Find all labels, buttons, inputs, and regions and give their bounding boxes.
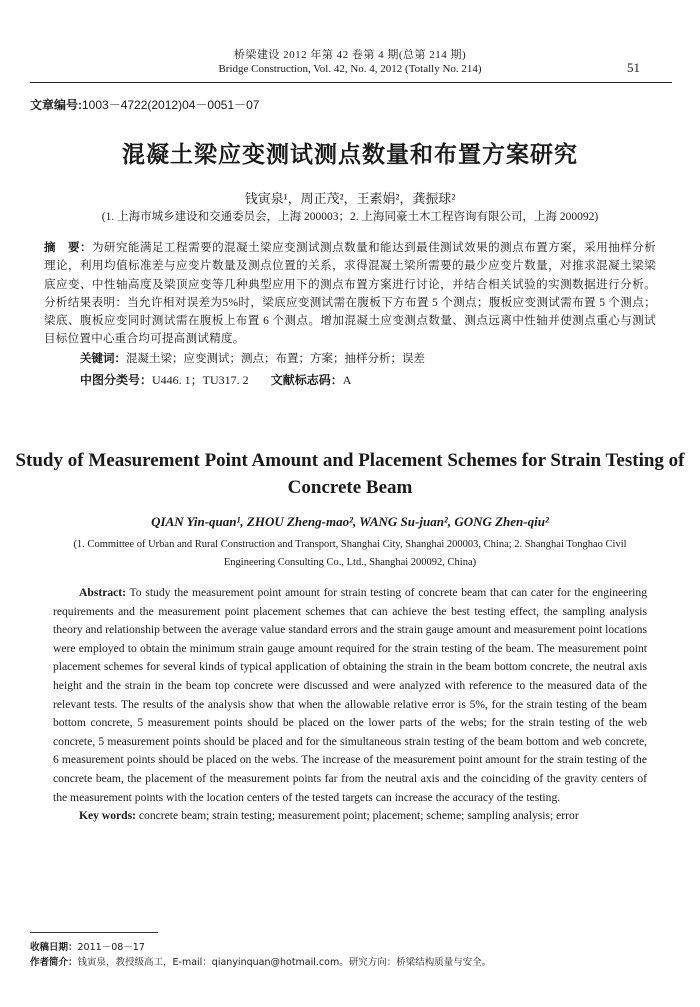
keywords-en-paragraph — [53, 807, 647, 826]
journal-header-en: Bridge Construction, Vol. 42, No. 4, 2012 (Totally No. 214) — [218, 63, 482, 75]
footnote-received — [30, 939, 145, 953]
article-number-label: 文章编号: — [30, 98, 82, 112]
affiliation-en: (1. Committee of Urban and Rural Construction and Transport, Shanghai City, Shanghai 200003, China; 2. Shanghai Tonghao Civil Engineering Consulting Co., Ltd., Shanghai 200092, China) — [73, 539, 627, 568]
keywords-en-text: concrete beam; strain testing; measurement point; placement; scheme; sampling analysis; error — [138, 809, 579, 823]
abstract-cn-text: 为研究能满足工程需要的混凝土梁应变测试测点数量和能达到最佳测试效果的测点布置方案，采用抽样分析理论，利用均值标准差与应变片数量及测点位置的关系，求得混凝土梁所需要的最少应变片数量，对推求混凝土梁梁底应变、中性轴高度及梁顶应变等几种典型应用下的测点布置方案进行讨论，并结合相关试验的实测数据进行分析。分析结果表明：当允许相对误差为5%时，梁底应变测试需在腹板下方布置 5 个测点；腹板应变测试需布置 5 个测点；梁底、腹板应变同时测试需在腹板上布置 6 个测点。增加混凝土应变测点数量、测点远离中性轴并使测点重心与测试目标位置中心重合均可提高测试精度。 — [44, 242, 657, 346]
doc-code-label: 文献标志码： — [270, 373, 343, 387]
clc-label: 中图分类号： — [80, 373, 153, 387]
page-number: 51 — [627, 60, 640, 75]
received-value: 2011－08－17 — [77, 942, 145, 953]
article-number — [30, 96, 259, 113]
keywords-cn-label: 关键词： — [80, 351, 126, 365]
keywords-cn — [80, 350, 660, 366]
classification-line — [80, 371, 660, 388]
title-cn: 混凝土梁应变测试测点数量和布置方案研究 — [122, 142, 578, 168]
abstract-en-text: To study the measurement point amount for strain testing of concrete beam that can cater for the engineering requirements and the measurement point placement schemes that can achieve the best testing effect, the sampling analysis theory and relationship between the average value standard errors and the strain gauge amount and measurement point locations were employed to obtain the minimum strain gauge amount required for the strain testing of the beam. The measurement point placement schemes for several kinds of typical application of obtaining the strain in the beam bottom concrete, the neutral axis height and the strain in the beam top concrete were discussed and were analyzed with reference to the measured data of the relevant tests. The results of the analysis show that when the allowable relative error is 5%, for the strain testing of the beam bottom concrete, 5 measurement points should be placed on the lower parts of the webs; for the strain testing of the web concrete, 5 measurement points should be placed and for the simultaneous strain testing of the beam bottom and web concrete, 6 measurement points should be placed on the webs. The increase of the measurement point amount for the strain testing of the concrete beam, the placement of the measurement points far from the neutral axis and the coinciding of the gravity centers of the measurement points with the location centers of the tested targets can increase the accuracy of the testing. — [53, 586, 647, 804]
bio-label: 作者简介： — [30, 957, 78, 968]
keywords-en-label: Key words: — [79, 809, 136, 823]
keywords-cn-text: 混凝土梁；应变测试；测点；布置；方案；抽样分析；误差 — [126, 353, 425, 365]
abstract-en-paragraph — [53, 584, 647, 807]
abstract-en-label: Abstract: — [79, 586, 127, 599]
abstract-cn — [44, 238, 656, 349]
header-divider — [30, 82, 672, 83]
affiliation-cn: (1. 上海市城乡建设和交通委员会，上海 200003；2. 上海同豪土木工程咨询有限公司，上海 200092) — [101, 211, 599, 223]
received-label: 收稿日期： — [30, 942, 78, 953]
footnote-author-bio — [30, 954, 491, 968]
authors-cn: 钱寅泉¹，周正茂²，王素娟²，龚振球² — [244, 191, 456, 206]
clc-value: U446. 1；TU317. 2 — [152, 373, 249, 387]
abstract-cn-label: 摘 要： — [44, 240, 93, 254]
authors-en: QIAN Yin-quan¹, ZHOU Zheng-mao², WANG Su-juan², GONG Zhen-qiu² — [151, 514, 549, 529]
title-en: Study of Measurement Point Amount and Placement Schemes for Strain Testing of Concrete Beam — [15, 450, 685, 498]
footnote-divider — [30, 932, 158, 933]
article-number-value: 1003－4722(2012)04－0051－07 — [82, 98, 260, 112]
journal-header-cn: 桥梁建设 2012 年第 42 卷第 4 期(总第 214 期) — [233, 49, 467, 61]
bio-value: 钱寅泉，教授级高工，E-mail：qianyinquan@hotmail.com。研究方向：桥梁结构质量与安全。 — [77, 957, 492, 968]
doc-code-value: A — [342, 373, 352, 387]
abstract-en — [53, 584, 647, 826]
